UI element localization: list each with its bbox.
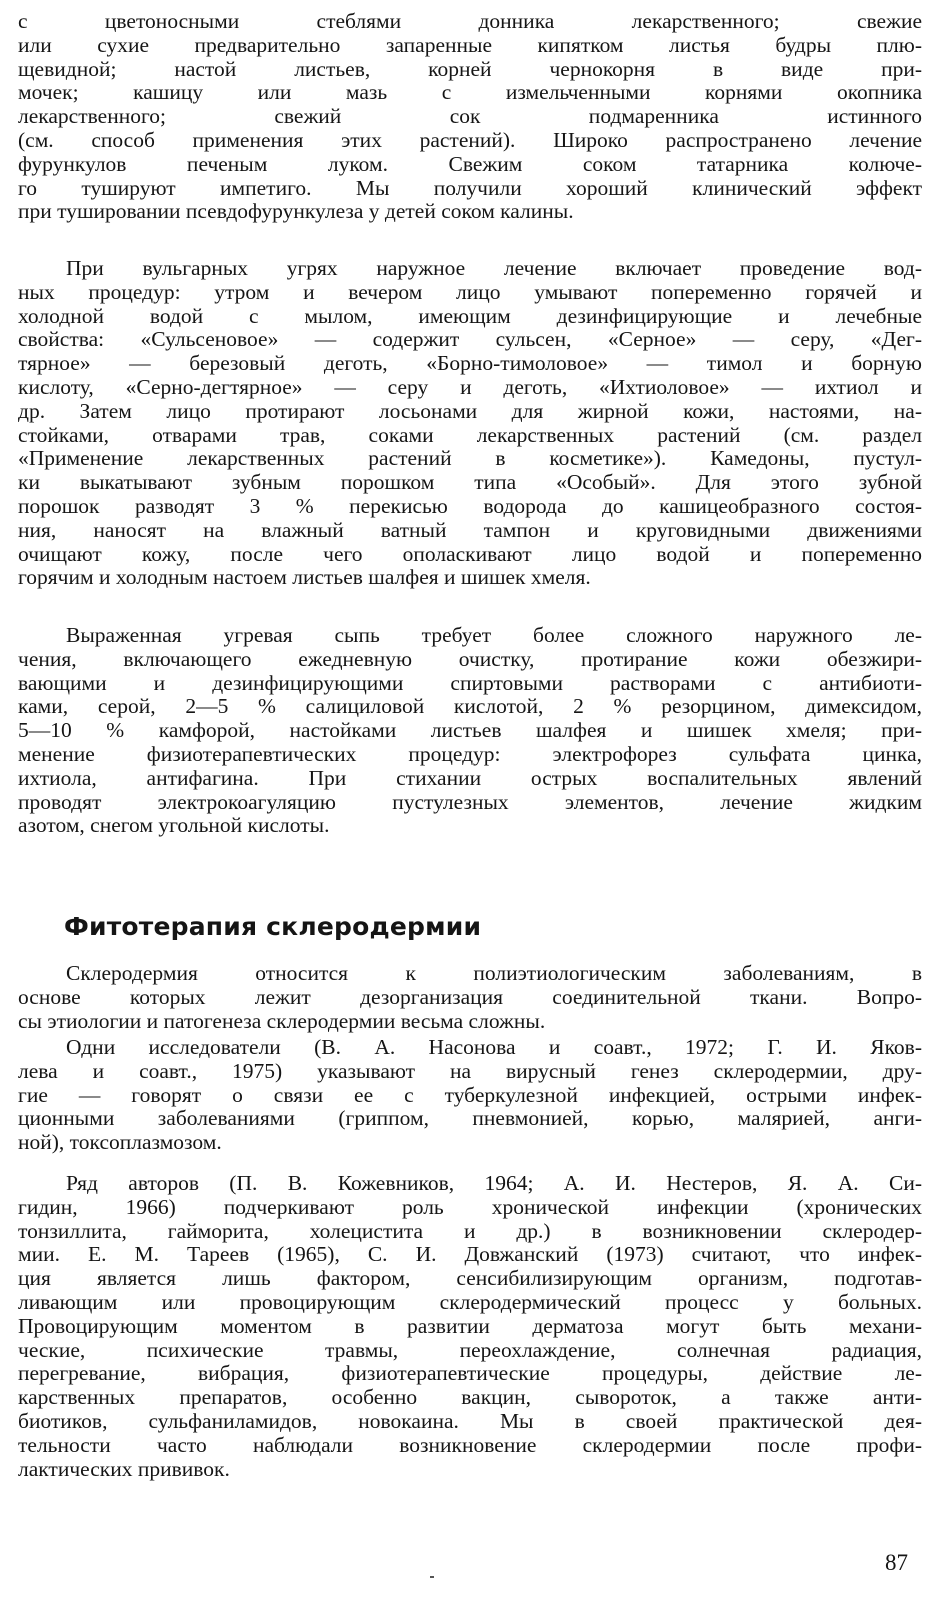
text-line: проводят электрокоагуляцию пустулезных элементов, лечение жидким xyxy=(18,789,922,814)
text-line: менение физиотерапевтических процедур: электрофорез сульфата цинка, xyxy=(18,741,922,766)
text-line: ихтиола, антифагина. При стихании острых воспалительных явлений xyxy=(18,765,922,790)
section-heading: Фитотерапия склеродермии xyxy=(64,912,482,941)
text-line: лекарственного; свежий сок подмаренника истинного xyxy=(18,104,922,129)
text-line: биотиков, сульфаниламидов, новокаина. Мы в своей практической дея- xyxy=(18,1408,922,1433)
text-line: гидин, 1966) подчеркивают роль хронической инфекции (хронических xyxy=(18,1194,922,1219)
paragraph xyxy=(18,1036,922,1155)
print-speck xyxy=(430,1576,434,1578)
text-line: азотом, снегом угольной кислоты. xyxy=(18,813,330,838)
text-line: вающими и дезинфицирующими спиртовыми растворами с антибиоти- xyxy=(18,670,922,695)
text-line: 5—10 % камфорой, настойками листьев шалфея и шишек хмеля; при- xyxy=(18,718,922,743)
text-line: свойства: «Сульсеновое» — содержит сульсен, «Серное» — серу, «Дег- xyxy=(18,327,922,352)
text-line: или сухие предварительно запаренные кипятком листья будры плю- xyxy=(18,32,922,57)
text-line: ками, серой, 2—5 % салициловой кислотой, 2 % резорцином, димексидом, xyxy=(18,694,922,719)
text-line: основе которых лежит дезорганизация соединительной ткани. Вопро- xyxy=(18,984,922,1009)
text-line: ция является лишь фактором, сенсибилизирующим организм, подготав- xyxy=(18,1266,922,1291)
text-line: фурункулов печеным луком. Свежим соком татарника колюче- xyxy=(18,151,922,176)
text-line: ных процедур: утром и вечером лицо умывают попеременно горячей и xyxy=(18,279,922,304)
paragraph xyxy=(18,257,922,590)
text-line: При вульгарных угрях наружное лечение включает проведение вод- xyxy=(66,256,922,280)
text-line: (см. способ применения этих растений). Широко распространено лечение xyxy=(18,127,922,152)
text-line: перегревание, вибрация, физиотерапевтические процедуры, действие ле- xyxy=(18,1361,922,1386)
text-line: Склеродермия относится к полиэтиологическим заболеваниям, в xyxy=(66,961,922,985)
page-number: 87 xyxy=(885,1550,908,1575)
text-line: с цветоносными стеблями донника лекарственного; свежие xyxy=(18,9,922,33)
text-line: горячим и холодным настоем листьев шалфея и шишек хмеля. xyxy=(18,565,591,590)
text-line: ки выкатывают зубным порошком типа «Особый». Для этого зубной xyxy=(18,470,922,495)
paragraph xyxy=(18,624,922,838)
text-line: ной), токсоплазмозом. xyxy=(18,1130,222,1155)
text-line: ционными заболеваниями (гриппом, пневмонией, корью, малярией, анги- xyxy=(18,1106,922,1131)
text-line: др. Затем лицо протирают лосьонами для жирной кожи, настоями, на- xyxy=(18,398,922,423)
paragraph xyxy=(18,962,922,1033)
text-line: кислоту, «Серно-дегтярное» — серу и деготь, «Ихтиоловое» — ихтиол и xyxy=(18,374,922,399)
text-line: Одни исследователи (В. А. Насонова и соавт., 1972; Г. И. Яков- xyxy=(66,1035,922,1059)
text-line: Провоцирующим моментом в развитии дерматоза могут быть механи- xyxy=(18,1313,922,1338)
text-line: холодной водой с мылом, имеющим дезинфицирующие и лечебные xyxy=(18,303,922,328)
text-line: порошок разводят 3 % перекисью водорода до кашицеобразного состоя- xyxy=(18,493,922,518)
text-line: мии. Е. М. Тареев (1965), С. И. Довжанский (1973) считают, что инфек- xyxy=(18,1242,922,1267)
text-line: стойками, отварами трав, соками лекарственных растений (см. раздел xyxy=(18,422,922,447)
text-line: тярное» — березовый деготь, «Борно-тимоловое» — тимол и борную xyxy=(18,351,922,376)
text-line: ния, наносят на влажный ватный тампон и круговидными движениями xyxy=(18,517,922,542)
text-line: карственных препаратов, особенно вакцин, сывороток, а также анти- xyxy=(18,1385,922,1410)
text-line: «Применение лекарственных растений в косметике»). Камедоны, пустул- xyxy=(18,446,922,471)
text-line: Ряд авторов (П. В. Кожевников, 1964; А. И. Нестеров, Я. А. Си- xyxy=(66,1171,922,1195)
text-line: чения, включающего ежедневную очистку, протирание кожи обезжири- xyxy=(18,646,922,671)
text-line: го тушируют импетиго. Мы получили хороший клинический эффект xyxy=(18,175,922,200)
text-line: лактических прививок. xyxy=(18,1456,230,1481)
text-line: при тушировании псевдофурункулеза у детей соком калины. xyxy=(18,199,574,224)
text-line: лева и соавт., 1975) указывают на вирусный генез склеродермии, дру- xyxy=(18,1058,922,1083)
text-line: гие — говорят о связи ее с туберкулезной инфекцией, острыми инфек- xyxy=(18,1082,922,1107)
text-line: ливающим или провоцирующим склеродермический процесс у больных. xyxy=(18,1289,922,1314)
text-line: тельности часто наблюдали возникновение склеродермии после профи- xyxy=(18,1432,922,1457)
paragraph xyxy=(18,1172,922,1481)
text-line: очищают кожу, после чего ополаскивают лицо водой и попеременно xyxy=(18,541,922,566)
text-line: Выраженная угревая сыпь требует более сложного наружного ле- xyxy=(66,623,922,647)
text-line: мочек; кашицу или мазь с измельченными корнями окопника xyxy=(18,80,922,105)
text-line: ческие, психические травмы, переохлаждение, солнечная радиация, xyxy=(18,1337,922,1362)
text-line: тонзиллита, гайморита, холецистита и др.) в возникновении склеродер- xyxy=(18,1218,922,1243)
paragraph xyxy=(18,10,922,224)
text-line: сы этиологии и патогенеза склеродермии весьма сложны. xyxy=(18,1008,546,1033)
text-line: щевидной; настой листьев, корней чернокорня в виде при- xyxy=(18,56,922,81)
